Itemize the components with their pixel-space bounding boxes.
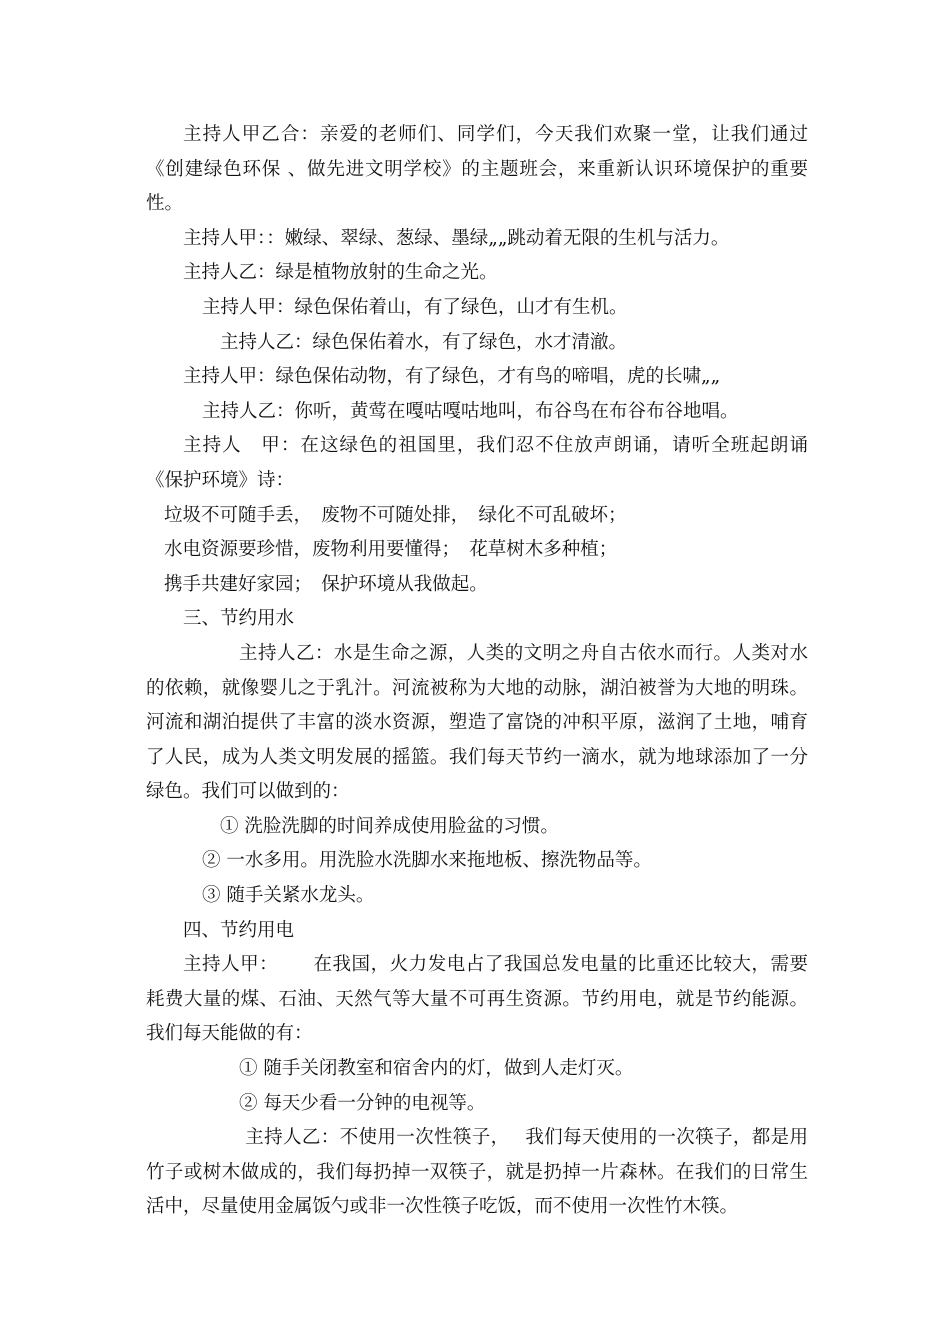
poem-line-1: 垃圾不可随手丢， 废物不可随处排， 绿化不可乱破坏； <box>164 504 627 526</box>
list-item-water-1: ① 洗脸洗脚的时间养成使用脸盆的习惯。 <box>220 815 559 837</box>
poem-line-2: 水电资源要珍惜，废物利用要懂得； 花草树木多种植； <box>164 539 618 561</box>
section-heading-save-water: 三、节约用水 <box>183 608 295 630</box>
paragraph-host-a-mountain: 主持人甲：绿色保佑着山，有了绿色，山才有生机。 <box>202 296 628 318</box>
paragraph-host-b-light: 主持人乙：绿是植物放射的生命之光。 <box>183 262 498 284</box>
paragraph-water: 主持人乙：水是生命之源，人类的文明之舟自古依水而行。人类对水的依赖，就像婴儿之于乳汁。河流被称为大地的动脉，湖泊被誉为大地的明珠。河流和湖泊提供了丰富的淡水资源，塑造了富饶的冲积平原，滋润了土地，哺育了人民，成为人类文明发展的摇篮。我们每天节约一滴水，就为地球添加了一分绿色。我们可以做到的： <box>146 642 808 803</box>
document-body <box>146 118 808 1225</box>
poem-line-3: 携手共建好家园； 保护环境从我做起。 <box>164 573 488 595</box>
paragraph-chopsticks: 主持人乙：不使用一次性筷子， 我们每天使用的一次筷子，都是用竹子或树木做成的，我们每扔掉一双筷子，就是扔掉一片森林。在我们的日常生活中，尽量使用金属饭勺或非一次性筷子吃饭，而不使用一次性竹木筷。 <box>146 1127 808 1218</box>
paragraph-host-b-birds: 主持人乙：你听，黄莺在嘎咕嘎咕地叫，布谷鸟在布谷布谷地唱。 <box>202 400 739 422</box>
list-item-power-2: ② 每天少看一分钟的电视等。 <box>239 1092 486 1114</box>
paragraph-host-a-recital: 主持人 甲：在这绿色的祖国里，我们忍不住放声朗诵，请听全班起朗诵《保护环境》诗： <box>146 435 808 491</box>
list-item-water-3: ③ 随手关紧水龙头。 <box>202 885 375 907</box>
list-item-power-1: ① 随手关闭教室和宿舍内的灯，做到人走灯灭。 <box>239 1058 634 1080</box>
paragraph-opening: 主持人甲乙合：亲爱的老师们、同学们，今天我们欢聚一堂，让我们通过《创建绿色环保 、做先进文明学校》的主题班会，来重新认识环境保护的重要性。 <box>146 124 808 215</box>
paragraph-host-b-water: 主持人乙：绿色保佑着水，有了绿色，水才清澈。 <box>220 331 628 353</box>
paragraph-host-a-animals: 主持人甲：绿色保佑动物，有了绿色，才有鸟的啼唱，虎的长啸„„ <box>183 366 721 388</box>
paragraph-host-a-green: 主持人甲：：嫩绿、翠绿、葱绿、墨绿„„跳动着无限的生机与活力。 <box>183 227 730 249</box>
list-item-water-2: ② 一水多用。用洗脸水洗脚水来拖地板、擦洗物品等。 <box>202 850 652 872</box>
section-heading-save-power: 四、节约用电 <box>183 919 295 941</box>
paragraph-power: 主持人甲： 在我国，火力发电占了我国总发电量的比重还比较大，需要耗费大量的煤、石油、天然气等大量不可再生资源。节约用电，就是节约能源。我们每天能做的有： <box>146 954 808 1045</box>
